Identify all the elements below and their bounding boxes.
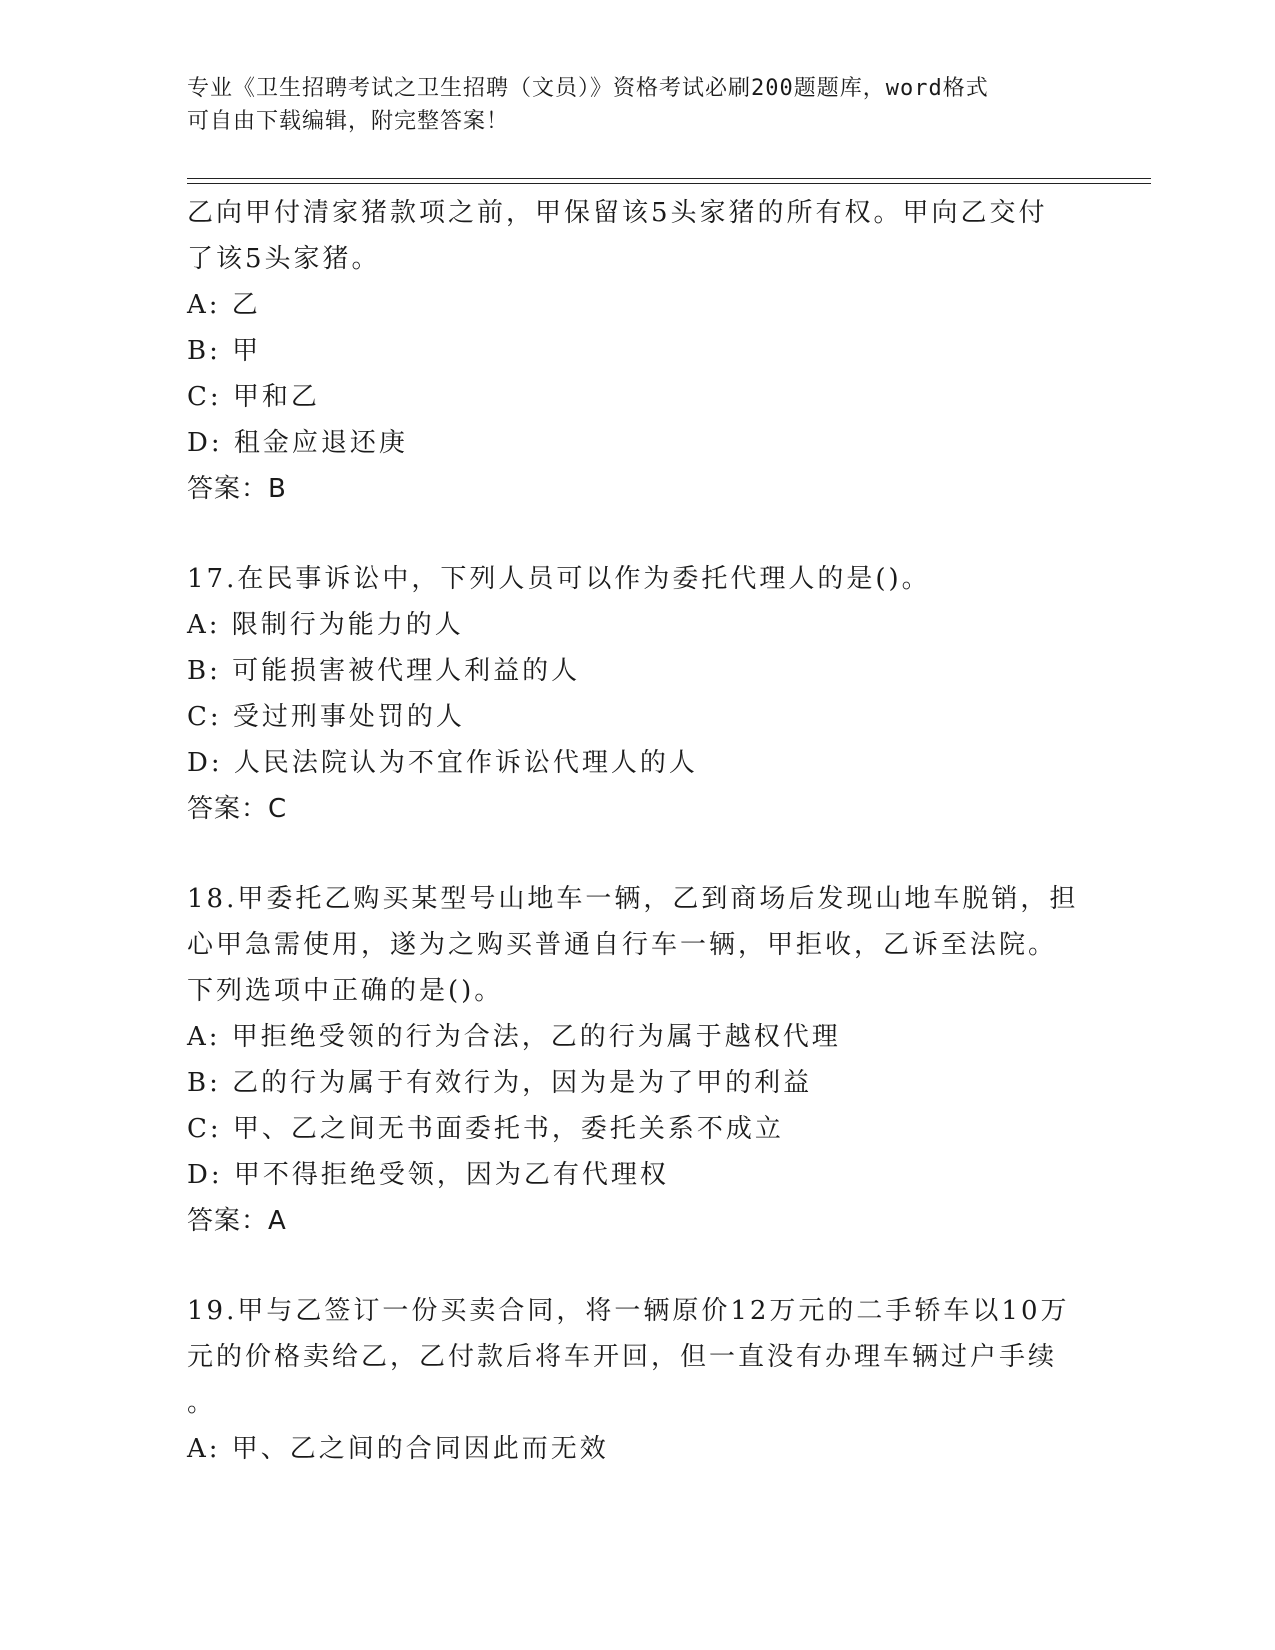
question-16 <box>187 190 1087 512</box>
option-b: B: 可能损害被代理人利益的人 <box>187 656 581 686</box>
answer: 答案：B <box>187 474 287 504</box>
question-17 <box>187 556 1087 832</box>
question-text: 下列选项中正确的是()。 <box>187 976 504 1006</box>
question-text: 18.甲委托乙购买某型号山地车一辆，乙到商场后发现山地车脱销，担 <box>187 884 1079 914</box>
option-b: B: 甲 <box>187 336 262 366</box>
option-d: D: 人民法院认为不宜作诉讼代理人的人 <box>187 748 698 778</box>
header-divider-bottom <box>187 183 1151 184</box>
option-c: C: 甲和乙 <box>187 382 320 412</box>
option-a: A: 乙 <box>187 290 261 320</box>
question-18 <box>187 876 1087 1244</box>
question-text: 心甲急需使用，遂为之购买普通自行车一辆，甲拒收，乙诉至法院。 <box>187 930 1058 960</box>
header-line-2: 可自由下载编辑，附完整答案！ <box>187 109 510 134</box>
option-b: B: 乙的行为属于有效行为，因为是为了甲的利益 <box>187 1068 813 1098</box>
header-divider-top <box>187 178 1151 179</box>
option-a: A: 甲拒绝受领的行为合法，乙的行为属于越权代理 <box>187 1022 841 1052</box>
option-c: C: 受过刑事处罚的人 <box>187 702 465 732</box>
question-text: 了该5头家猪。 <box>187 244 381 274</box>
answer: 答案：A <box>187 1206 287 1236</box>
question-text: 19.甲与乙签订一份买卖合同，将一辆原价12万元的二手轿车以10万 <box>187 1296 1070 1326</box>
question-text: 元的价格卖给乙，乙付款后将车开回，但一直没有办理车辆过户手续 <box>187 1342 1058 1372</box>
option-a: A: 限制行为能力的人 <box>187 610 464 640</box>
option-a: A: 甲、乙之间的合同因此而无效 <box>187 1434 609 1464</box>
question-text: 17.在民事诉讼中，下列人员可以作为委托代理人的是()。 <box>187 564 931 594</box>
answer: 答案：C <box>187 794 288 824</box>
header-line-1: 专业《卫生招聘考试之卫生招聘（文员）》资格考试必刷200题题库，word格式 <box>187 76 989 101</box>
question-text: 。 <box>187 1388 217 1418</box>
document-body <box>187 190 1087 1472</box>
document-header <box>187 72 1087 138</box>
option-d: D: 甲不得拒绝受领，因为乙有代理权 <box>187 1160 669 1190</box>
question-19 <box>187 1288 1087 1472</box>
option-c: C: 甲、乙之间无书面委托书，委托关系不成立 <box>187 1114 784 1144</box>
question-text: 乙向甲付清家猪款项之前，甲保留该5头家猪的所有权。甲向乙交付 <box>187 198 1048 228</box>
option-d: D: 租金应退还庚 <box>187 428 408 458</box>
